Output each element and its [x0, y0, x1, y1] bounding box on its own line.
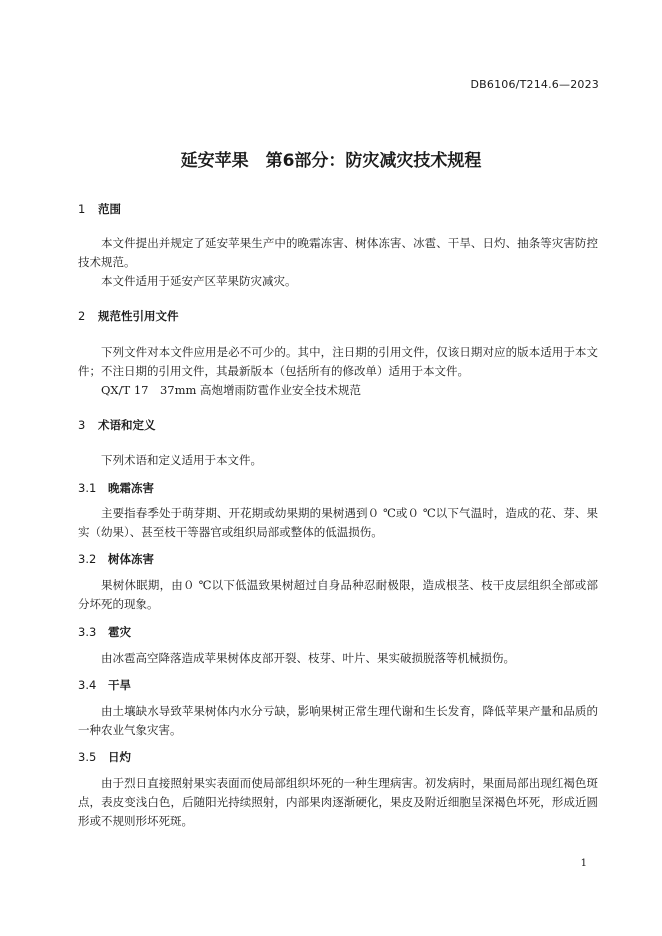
term-definition: 由冰雹高空降落造成苹果树体皮部开裂、枝芽、叶片、果实破损脱落等机械损伤。 — [101, 651, 515, 665]
term-heading — [78, 551, 154, 567]
section-number: 2 — [78, 309, 86, 323]
term-number: 3.1 — [78, 481, 97, 495]
paragraph: 下列文件对本文件应用是必不可少的。其中，注日期的引用文件，仅该日期对应的版本适用于本文件；不注日期的引用文件，其最新版本（包括所有的修改单）适用于本文件。 — [78, 345, 598, 378]
term-heading — [78, 749, 131, 765]
term-definition: 主要指春季处于萌芽期、开花期或幼果期的果树遇到０ ℃或０ ℃以下气温时，造成的花、芽、果实（幼果）、甚至枝干等器官或组织局部或整体的低温损伤。 — [78, 506, 598, 539]
section-1-heading — [78, 201, 121, 217]
section-title: 范围 — [98, 202, 121, 216]
term-definition: 由土壤缺水导致苹果树体内水分亏缺，影响果树正常生理代谢和生长发育，降低苹果产量和品质的一种农业气象灾害。 — [78, 704, 598, 737]
term-title: 日灼 — [108, 750, 131, 764]
term-number: 3.5 — [78, 750, 97, 764]
term-number: 3.3 — [78, 625, 97, 639]
term-title: 雹灾 — [108, 625, 131, 639]
term-heading — [78, 677, 131, 693]
section-number: 1 — [78, 202, 86, 216]
term-heading — [78, 624, 131, 640]
term-title: 干旱 — [108, 678, 131, 692]
term-number: 3.2 — [78, 552, 97, 566]
paragraph: 下列术语和定义适用于本文件。 — [101, 453, 262, 467]
section-number: 3 — [78, 418, 86, 432]
term-definition: 由于烈日直接照射果实表面而使局部组织坏死的一种生理病害。初发病时，果面局部出现红褐色斑点，表皮变浅白色，后随阳光持续照射，内部果肉逐渐硬化，果皮及附近细胞呈深褐色坏死，形成近圆形或不规则形坏死斑。 — [78, 776, 598, 828]
paragraph: 本文件适用于延安产区苹果防灾减灾。 — [101, 274, 297, 288]
page-number: 1 — [580, 858, 587, 869]
document-number: DB6106/T214.6—2023 — [470, 78, 599, 91]
paragraph: 本文件提出并规定了延安苹果生产中的晚霜冻害、树体冻害、冰雹、干旱、日灼、抽条等灾害防控技术规范。 — [78, 236, 598, 269]
term-title: 树体冻害 — [108, 552, 154, 566]
section-title: 术语和定义 — [98, 418, 156, 432]
term-heading — [78, 480, 154, 496]
section-2-heading — [78, 308, 179, 324]
page-title: 延安苹果 第6部分：防灾减灾技术规程 — [180, 151, 482, 171]
section-title: 规范性引用文件 — [98, 309, 179, 323]
term-definition: 果树休眠期，由０ ℃以下低温致果树超过自身品种忍耐极限，造成根茎、枝干皮层组织全部或部分坏死的现象。 — [78, 578, 598, 611]
normative-reference: QX/T 17 37mm 高炮增雨防雹作业安全技术规范 — [101, 383, 362, 397]
section-3-heading — [78, 417, 156, 433]
term-title: 晚霜冻害 — [108, 481, 154, 495]
term-number: 3.4 — [78, 678, 97, 692]
